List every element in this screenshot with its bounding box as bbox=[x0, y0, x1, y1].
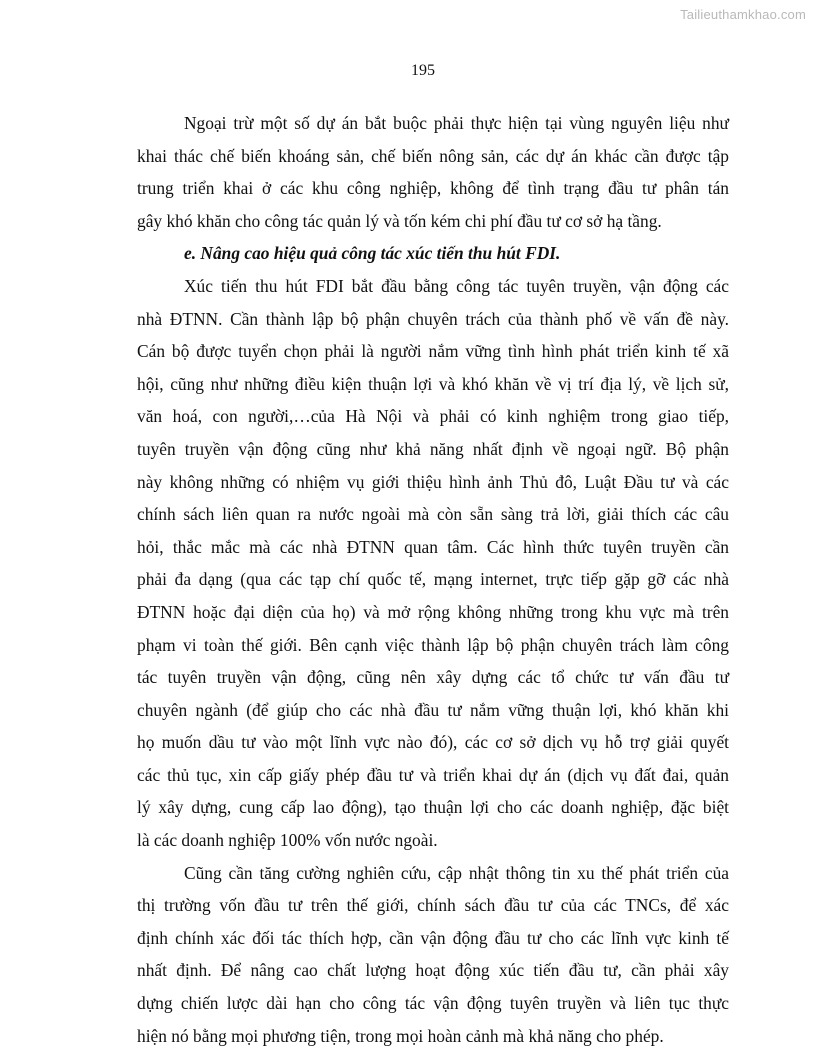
page-number: 195 bbox=[411, 62, 435, 79]
paragraph-1 bbox=[137, 107, 729, 237]
text-line: Ngoại trừ một số dự án bắt buộc phải thực hiện tại vùng nguyên liệu như bbox=[184, 113, 729, 133]
text-line: gây khó khăn cho công tác quản lý và tốn kém chi phí đầu tư cơ sở hạ tầng. bbox=[137, 210, 662, 231]
text-line: hiện nó bằng mọi phương tiện, trong mọi hoàn cảnh mà khả năng cho phép. bbox=[137, 1025, 664, 1046]
text-line: Cán bộ được tuyển chọn phải là người nắm vững tình hình phát triển kinh tế xã bbox=[137, 341, 729, 362]
text-line: hỏi, thắc mắc mà các nhà ĐTNN quan tâm. Các hình thức tuyên truyền cần bbox=[137, 536, 729, 557]
text-line: thị trường vốn đầu tư trên thế giới, chính sách đầu tư của các TNCs, để xác bbox=[137, 895, 729, 916]
text-line: khai thác chế biến khoáng sản, chế biến nông sản, các dự án khác cần được tập bbox=[137, 145, 729, 166]
text-line: các thủ tục, xin cấp giấy phép đầu tư và triển khai dự án (dịch vụ đất đai, quản bbox=[137, 764, 729, 785]
paragraph-3 bbox=[137, 857, 729, 1053]
document-body bbox=[137, 107, 729, 1052]
text-line: hội, cũng như những điều kiện thuận lợi và khó khăn về vị trí địa lý, về lịch sử, bbox=[137, 373, 729, 394]
text-line: Cũng cần tăng cường nghiên cứu, cập nhật thông tin xu thế phát triển của bbox=[184, 862, 729, 883]
text-line: văn hoá, con người,…của Hà Nội và phải có kinh nghiệm trong giao tiếp, bbox=[137, 406, 729, 427]
text-line: định chính xác đối tác thích hợp, cần vận động đầu tư cho các lĩnh vực kinh tế bbox=[137, 927, 729, 948]
text-line: tuyên truyền vận động cũng như khả năng nhất định về ngoại ngữ. Bộ phận bbox=[137, 438, 729, 459]
text-line: dựng chiến lược dài hạn cho công tác vận động tuyên truyền và liên tục thực bbox=[137, 993, 729, 1014]
text-line: tác tuyên truyền vận động, cũng nên xây dựng các tổ chức tư vấn đầu tư bbox=[137, 667, 729, 688]
text-line: này không những có nhiệm vụ giới thiệu hình ảnh Thủ đô, Luật Đầu tư và các bbox=[137, 471, 729, 492]
text-line: là các doanh nghiệp 100% vốn nước ngoài. bbox=[137, 830, 438, 851]
text-line: Xúc tiến thu hút FDI bắt đầu bằng công tác tuyên truyền, vận động các bbox=[184, 275, 729, 296]
text-line: nhà ĐTNN. Cần thành lập bộ phận chuyên trách của thành phố về vấn đề này. bbox=[137, 308, 729, 329]
text-line: chuyên ngành (để giúp cho các nhà đầu tư nắm vững thuận lợi, khó khăn khi bbox=[137, 699, 729, 720]
watermark: Tailieuthamkhao.com bbox=[680, 7, 806, 22]
text-line: nhất định. Để nâng cao chất lượng hoạt động xúc tiến đầu tư, cần phải xây bbox=[137, 960, 729, 981]
text-line: họ muốn dầu tư vào một lĩnh vực nào đó), các cơ sở dịch vụ hỗ trợ giải quyết bbox=[137, 732, 729, 753]
section-heading: e. Nâng cao hiệu quả công tác xúc tiến thu hút FDI. bbox=[184, 243, 561, 264]
paragraph-2 bbox=[137, 270, 729, 857]
text-line: lý xây dựng, cung cấp lao động), tạo thuận lợi cho các doanh nghiệp, đặc biệt bbox=[137, 797, 729, 818]
text-line: trung triển khai ở các khu công nghiệp, không để tình trạng đầu tư phân tán bbox=[137, 178, 729, 199]
text-line: phải đa dạng (qua các tạp chí quốc tế, mạng internet, trực tiếp gặp gỡ các nhà bbox=[137, 569, 729, 590]
text-line: phạm vi toàn thế giới. Bên cạnh việc thành lập bộ phận chuyên trách làm công bbox=[137, 634, 729, 655]
text-line: chính sách liên quan ra nước ngoài mà còn sẵn sàng trả lời, giải thích các câu bbox=[137, 504, 729, 525]
text-line: ĐTNN hoặc đại diện của họ) và mở rộng không những trong khu vực mà trên bbox=[137, 601, 729, 622]
